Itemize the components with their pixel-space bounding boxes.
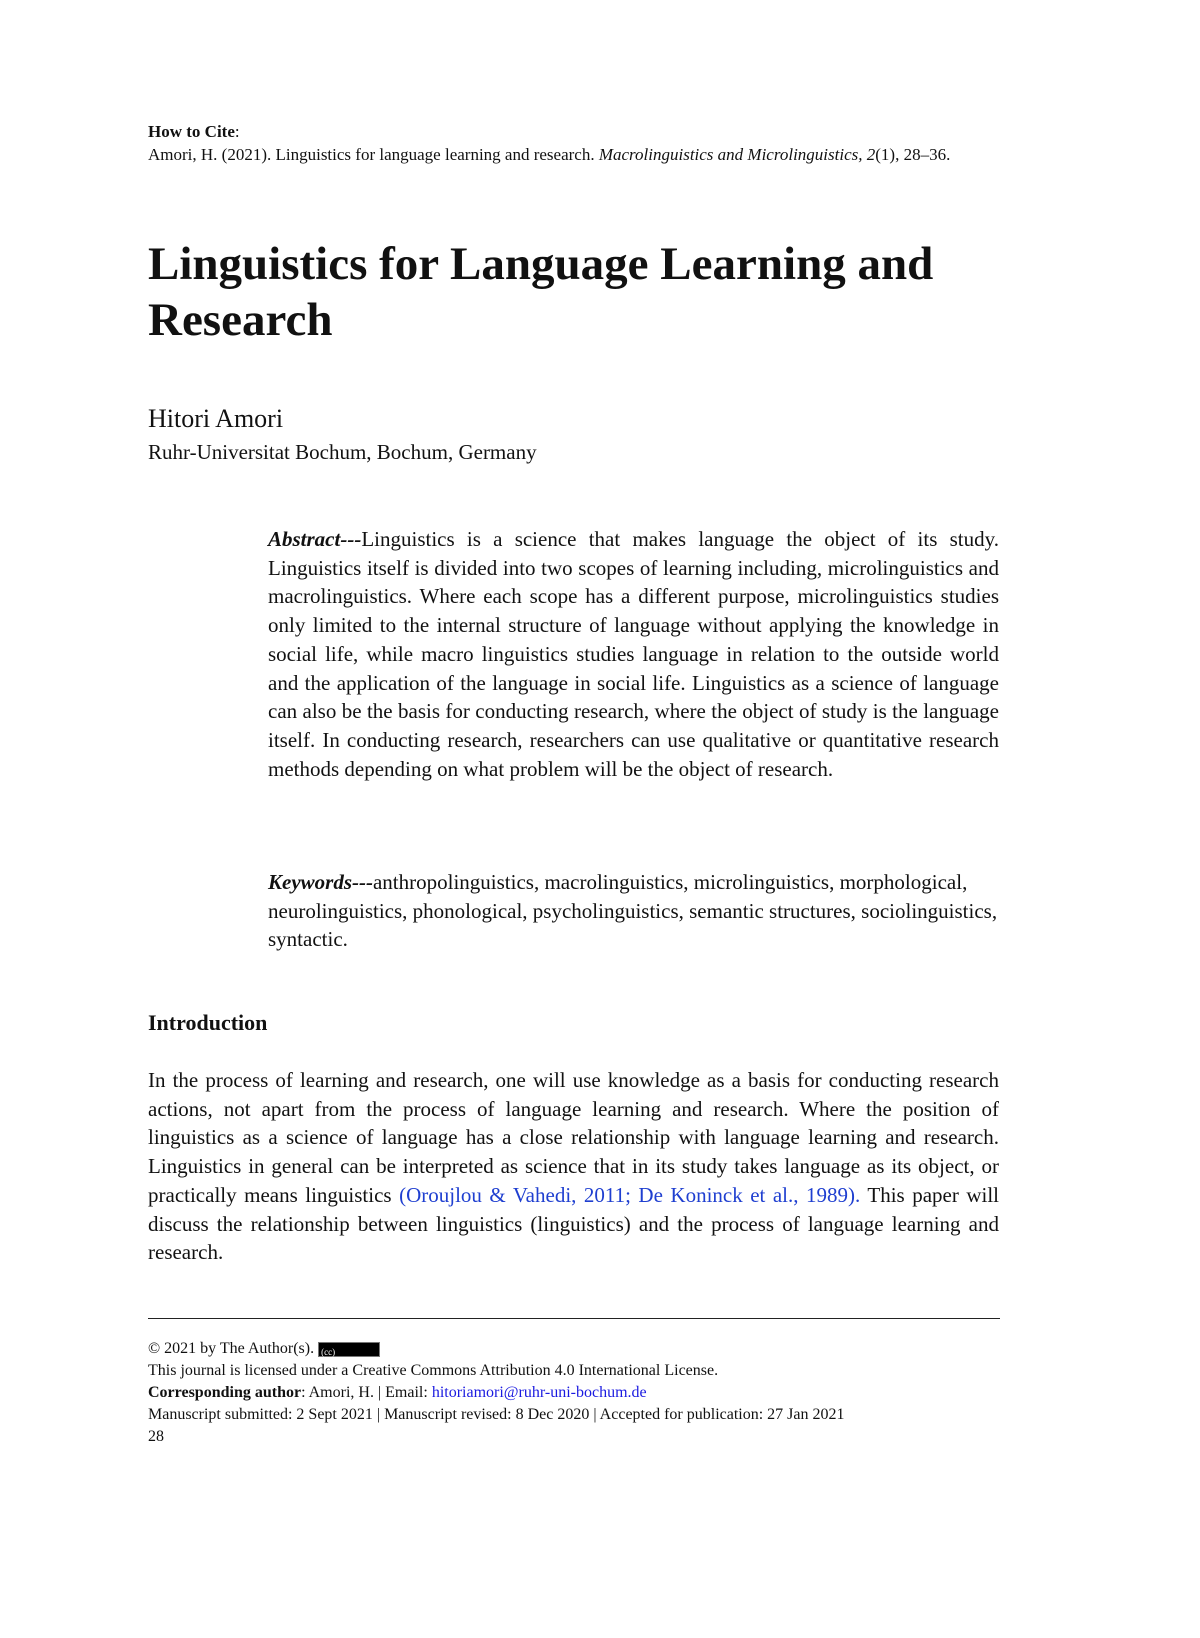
keywords: [268, 868, 999, 954]
abstract-label: Abstract---: [268, 527, 362, 551]
copyright-text: © 2021 by The Author(s).: [148, 1340, 315, 1357]
paper-title: Linguistics for Language Learning and Research: [148, 238, 934, 346]
abstract: [268, 525, 999, 783]
intro-text-2: This paper will discuss the relationship between linguistics (linguistics) and the process of language learning and research.: [148, 1182, 999, 1265]
abstract-text: Linguistics is a science that makes language the object of its study. Linguistics itself is divided into two scopes of learning including, microlinguistics and macrolinguistics. Where each scope has a different purpose, microlinguistics studies only limited to the internal structure of language without applying the knowledge in social life, while macro linguistics studies language in relation to the outside world and the application of the language in social life. Linguistics as a science of language can also be the basis for conducting research, where the object of study is the language itself. In conducting research, researchers can use qualitative or quantitative research methods depending on what problem will be the object of research.: [268, 527, 999, 781]
author-affiliation: Ruhr-Universitat Bochum, Bochum, Germany: [148, 440, 537, 464]
keywords-text: anthropolinguistics, macrolinguistics, microlinguistics, morphological, neurolinguistics, phonological, psycholinguistics, semantic structures, sociolinguistics, syntactic.: [268, 870, 998, 952]
copyright-line: [148, 1338, 1008, 1359]
intro-text-1: In the process of learning and research, one will use knowledge as a basis for conducting research actions, not apart from the process of language learning and research. Where the position of linguistics as a science of language has a close relationship with language learning and research. Linguistics in general can be interpreted as science that in its study takes language as its object, or practically means linguistics: [148, 1068, 999, 1207]
cite-issue: (1), 28–36.: [875, 145, 951, 164]
manuscript-dates: Manuscript submitted: 2 Sept 2021 | Manuscript revised: 8 Dec 2020 | Accepted for publication: 27 Jan 2021: [148, 1406, 845, 1423]
email-link[interactable]: hitoriamori@ruhr-uni-bochum.de: [431, 1384, 647, 1401]
citation-link[interactable]: (Oroujlou & Vahedi, 2011; De Koninck et al., 1989).: [399, 1182, 861, 1207]
corresponding-author: [148, 1382, 1008, 1403]
cc-by-license-badge[interactable]: [318, 1342, 380, 1357]
license-text: This journal is licensed under a Creative Commons Attribution 4.0 International License.: [148, 1362, 719, 1379]
author-name: Hitori Amori: [148, 404, 284, 433]
page-number: 28: [148, 1428, 164, 1445]
how-to-cite: How to Cite: Amori, H. (2021). Linguistics for language learning and research. Macrolinguistics and Microlinguistics, 2(1), 28–36.: [148, 122, 951, 164]
corresponding-label: Corresponding author: [148, 1384, 302, 1401]
cite-journal: Macrolinguistics and Microlinguistics, 2: [598, 145, 876, 164]
footnote-divider: [148, 1318, 1000, 1319]
introduction-paragraph: [148, 1066, 999, 1267]
cite-heading: How to Cite: [148, 122, 235, 141]
keywords-label: Keywords---: [268, 870, 373, 894]
cite-authors: Amori, H. (2021). Linguistics for language learning and research.: [148, 145, 599, 164]
introduction-heading: Introduction: [148, 1010, 268, 1035]
corresponding-text: : Amori, H. | Email:: [301, 1384, 432, 1401]
